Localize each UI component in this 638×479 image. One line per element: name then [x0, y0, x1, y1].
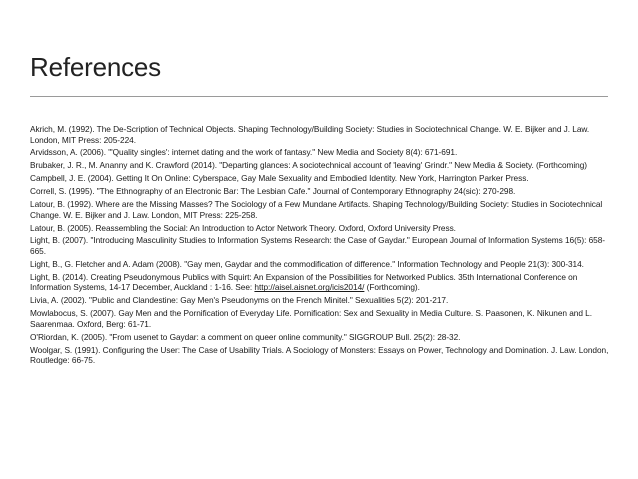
reference-item: Latour, B. (2005). Reassembling the Social: An Introduction to Actor Network Theory. Oxford, Oxford University Press. — [30, 222, 456, 233]
reference-item: O'Riordan, K. (2005). "From usenet to Gaydar: a comment on queer online community." SIGGROUP Bull. 25(2): 28-32. — [30, 331, 461, 342]
slide-title: References — [30, 52, 161, 82]
reference-item: Light, B. (2007). "Introducing Masculinity Studies to Information Systems Research: the Case of Gaydar." European Journal of Information Systems 16(5): 658-665. — [30, 235, 606, 257]
reference-text: Light, B. (2014). Creating Pseudonymous Publics with Squirt: An Expansion of the Possibilities for Networked Publics. 35th International Conference on Information Systems, 14-17 December, Auckland : 1-16. See: — [30, 271, 578, 293]
reference-item: Light, B., G. Fletcher and A. Adam (2008). "Gay men, Gaydar and the commodification of difference." Information Technology and People 21(3): 300-314. — [30, 258, 584, 269]
reference-item — [30, 272, 614, 293]
reference-item: Latour, B. (1992). Where are the Missing Masses? The Sociology of a Few Mundane Artifacts. Shaping Technology/Building Society: Studies in Sociotechnical Change. W. E. Bijker and J. Law. London, MIT Press: 225-258. — [30, 199, 603, 220]
title-divider — [30, 96, 608, 97]
reference-item: Arvidsson, A. (2006). "'Quality singles': internet dating and the work of fantasy." New Media and Society 8(4): 671-691. — [30, 147, 458, 158]
reference-text: (Forthcoming). — [364, 282, 420, 293]
reference-item: Akrich, M. (1992). The De-Scription of Technical Objects. Shaping Technology/Building Society: Studies in Sociotechnical Change. W. E. Bijker and J. Law. London, MIT Press: 205-224. — [30, 124, 590, 145]
reference-item: Mowlabocus, S. (2007). Gay Men and the Pornification of Everyday Life. Pornification: Sex and Sexuality in Media Culture. S. Paasonen, K. Nikunen and L. Saarenmaa. Oxford, Berg: 61-71. — [30, 308, 592, 329]
reference-item: Livia, A. (2002). "Public and Clandestine: Gay Men's Pseudonyms on the French Minitel." Sexualities 5(2): 201-217. — [30, 295, 449, 306]
reference-item: Woolgar, S. (1991). Configuring the User: The Case of Usability Trials. A Sociology of Monsters: Essays on Power, Technology and Domination. J. Law. London, Routledge: 66-75. — [30, 344, 609, 366]
reference-item: Campbell, J. E. (2004). Getting It On Online: Cyberspace, Gay Male Sexuality and Embodied Identity. New York, Harrington Parker Press. — [30, 173, 529, 184]
reference-item: Brubaker, J. R., M. Ananny and K. Crawford (2014). "Departing glances: A sociotechnical account of 'leaving' Grindr." New Media & Society. (Forthcoming) — [30, 160, 588, 171]
reference-item: Correll, S. (1995). "The Ethnography of an Electronic Bar: The Lesbian Cafe." Journal of Contemporary Ethnography 24(sic): 270-298. — [30, 186, 516, 197]
reference-link[interactable]: http://aisel.aisnet.org/icis2014/ — [254, 282, 365, 293]
reference-list — [30, 124, 614, 368]
